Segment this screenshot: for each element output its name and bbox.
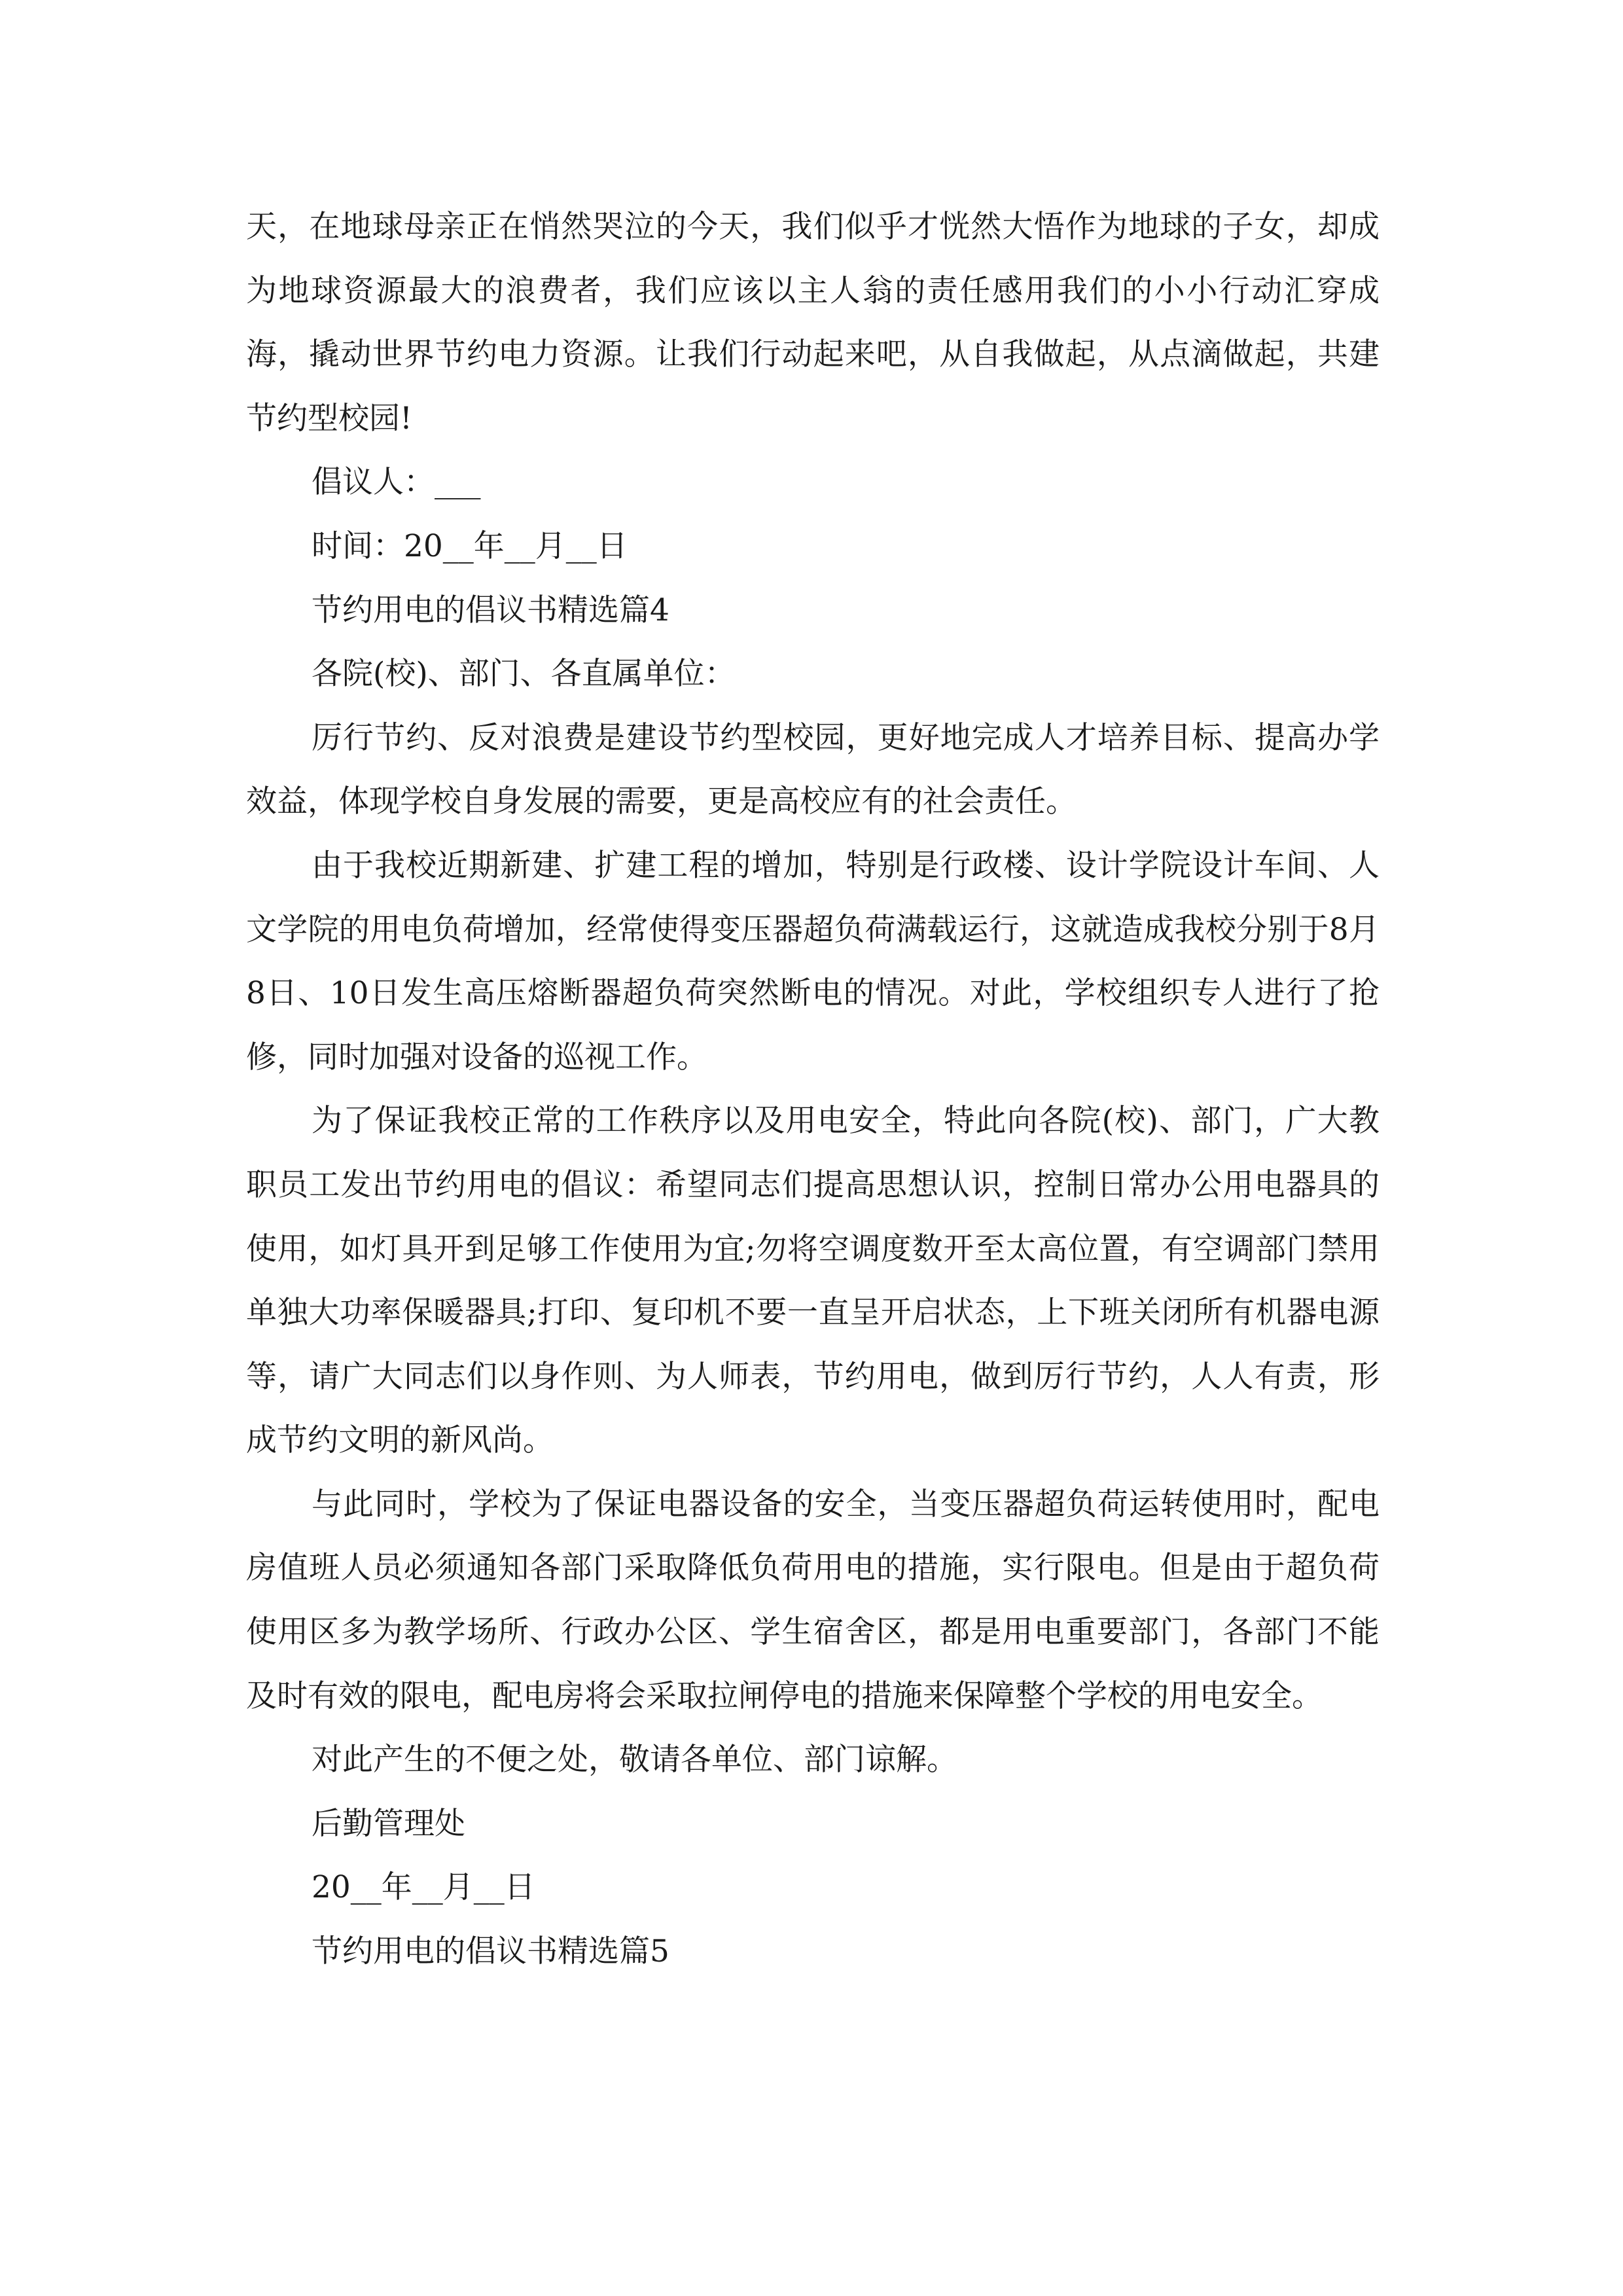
paragraph-apology: 对此产生的不便之处，敬请各单位、部门谅解。 bbox=[312, 1742, 957, 1778]
signature-date: 20__年__月__日 bbox=[312, 1869, 535, 1906]
paragraph-closing-appeal: 天，在地球母亲正在悄然哭泣的今天，我们似乎才恍然大悟作为地球的子女，却成为地球资源最大的浪费者，我们应该以主人翁的责任感用我们的小小行动汇穿成海，撬动世界节约电力资源。让我们行动起来吧，从自我做起，从点滴做起，共建节约型校园! bbox=[246, 209, 1380, 437]
date-line: 时间：20__年__月__日 bbox=[312, 528, 628, 564]
paragraph-intro: 厉行节约、反对浪费是建设节约型校园，更好地完成人才培养目标、提高办学效益，体现学校自身发展的需要，更是高校应有的社会责任。 bbox=[246, 719, 1380, 820]
salutation: 各院(校)、部门、各直属单位： bbox=[312, 656, 736, 692]
paragraph-measures: 与此同时，学校为了保证电器设备的安全，当变压器超负荷运转使用时，配电房值班人员必须通知各部门采取降低负荷用电的措施，实行限电。但是由于超负荷使用区多为教学场所、行政办公区、学生宿舍区，都是用电重要部门，各部门不能及时有效的限电，配电房将会采取拉闸停电的措施来保障整个学校的用电安全。 bbox=[246, 1486, 1380, 1714]
document-body bbox=[246, 195, 1380, 1984]
section-title-4: 节约用电的倡议书精选篇4 bbox=[312, 592, 669, 628]
signature-office: 后勤管理处 bbox=[312, 1805, 465, 1842]
proposer-line: 倡议人：___ bbox=[312, 464, 481, 501]
paragraph-background: 由于我校近期新建、扩建工程的增加，特别是行政楼、设计学院设计车间、人文学院的用电负荷增加，经常使得变压器超负荷满载运行，这就造成我校分别于8月8日、10日发生高压熔断器超负荷突然断电的情况。对此，学校组织专人进行了抢修，同时加强对设备的巡视工作。 bbox=[246, 847, 1380, 1075]
section-title-5: 节约用电的倡议书精选篇5 bbox=[312, 1933, 669, 1970]
paragraph-proposal: 为了保证我校正常的工作秩序以及用电安全，特此向各院(校)、部门，广大教职员工发出节约用电的倡议：希望同志们提高思想认识，控制日常办公用电器具的使用，如灯具开到足够工作使用为宜;勿将空调度数开至太高位置，有空调部门禁用单独大功率保暖器具;打印、复印机不要一直呈开启状态，上下班关闭所有机器电源等，请广大同志们以身作则、为人师表，节约用电，做到厉行节约，人人有责，形成节约文明的新风尚。 bbox=[246, 1103, 1380, 1459]
